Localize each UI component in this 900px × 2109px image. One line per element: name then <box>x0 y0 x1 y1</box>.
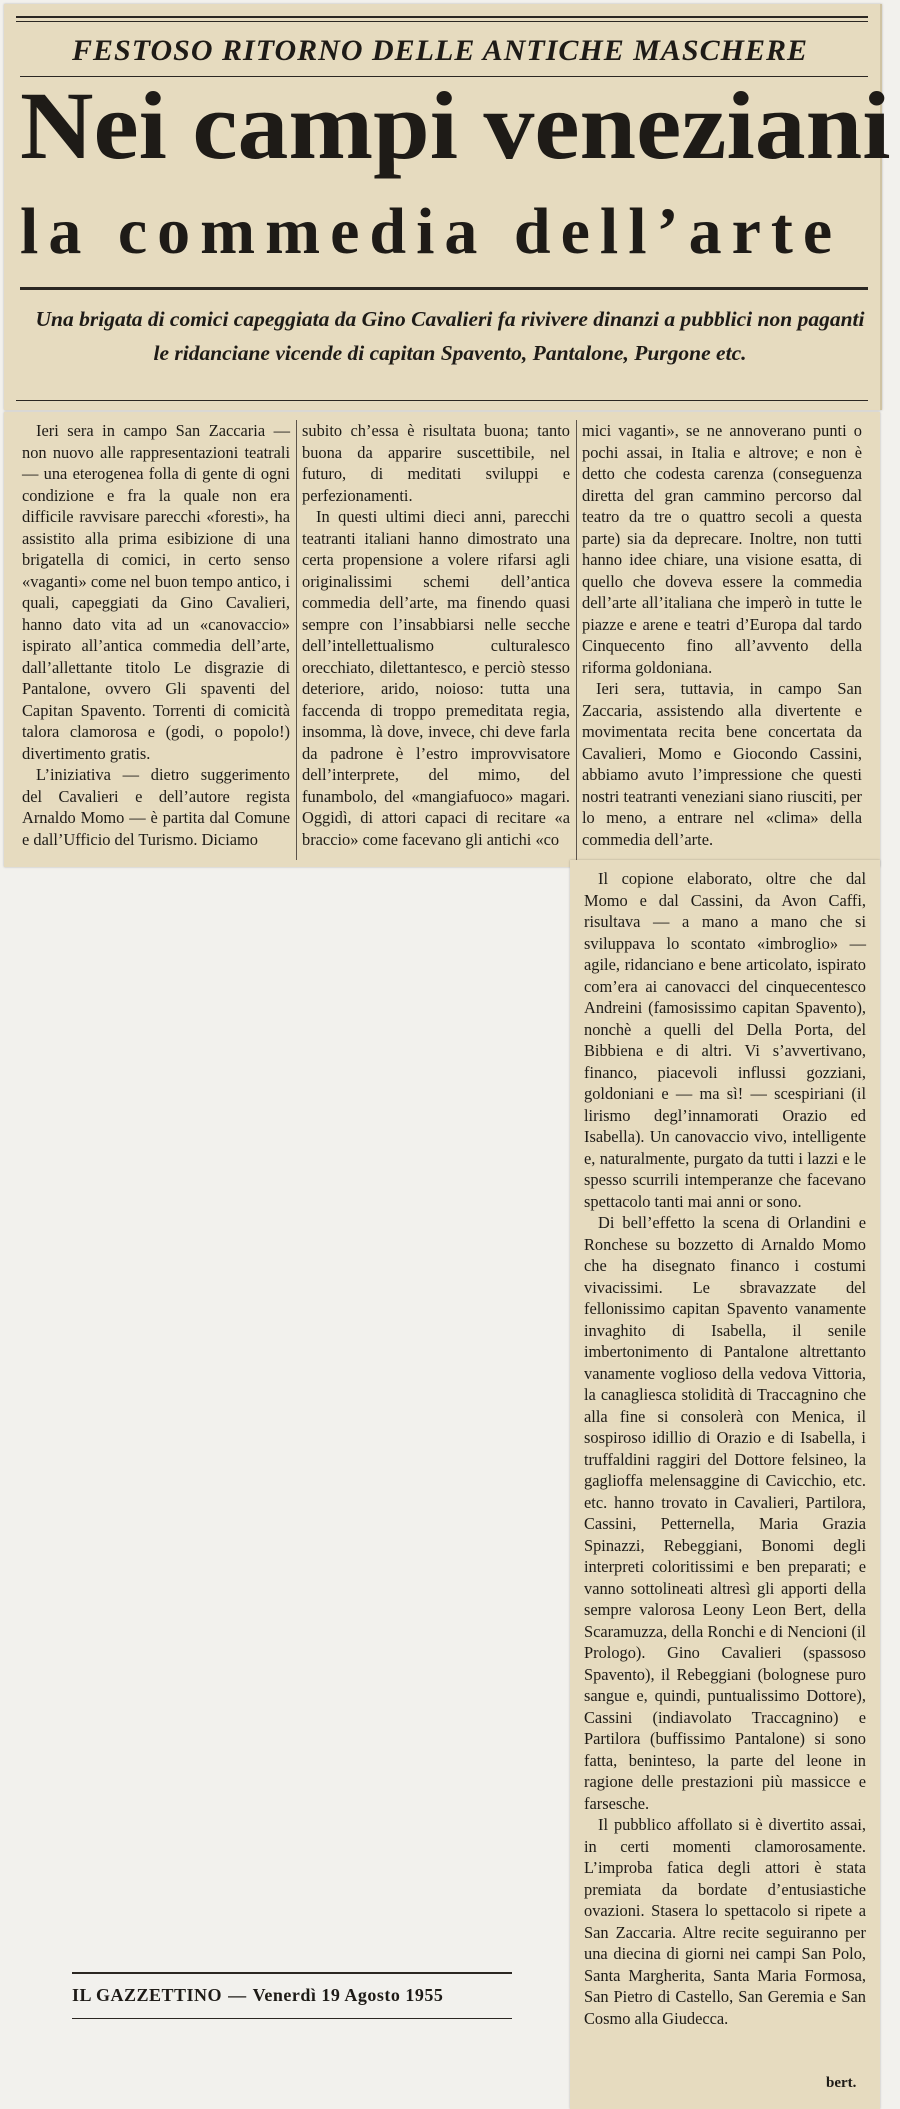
col1-paragraph: L’iniziativa — dietro suggerimento del Cavalieri e dell’autore regista Arnaldo Momo — è partita dal Comune e dall’Ufficio del Turismo. Diciamo <box>22 765 290 849</box>
article-column-1 <box>22 420 290 850</box>
col4-paragraph: Di bell’effetto la scena di Orlandini e Ronchese su bozzetto di Arnaldo Momo che ha disegnato financo i costumi vivacissimi. Le sbravazzate del fellonissimo capitan Spavento vanamente invaghito di Isabella, il senile imbertonimento di Pantalone altrettanto vanamente voglioso della vedova Vittoria, la canagliesca stolidità di Traccagnino che alla fine si consolerà con Menica, il sospiroso idillio di Orazio e di Isabella, i truffaldini raggiri del Dottore felsineo, la gaglioffa melensaggine di Cavicchio, etc. etc. hanno trovato in Cavalieri, Partilora, Cassini, Petternella, Maria Grazia Spinazzi, Rebeggiani, Bonomi degli interpreti coloritissimi e ben preparati; e vanno sottolineati altresì gli apporti della sempre valorosa Leony Leon Bert, della Scaramuzza, della Ronchi e di Nencioni (il Prologo). Gino Cavalieri (spassoso Spavento), il Rebeggiani (bolognese puro sangue e, quindi, puntualissimo Dottore), Cassini (indiavolato Traccagnino) e Partilora (buffissimo Pantalone) si sono fatta, beninteso, la parte del leone in ragione delle prestazioni più massicce e farsesche. <box>584 1213 866 1813</box>
article-column-4 <box>584 868 866 2029</box>
headline-rule <box>20 287 868 290</box>
column-separator <box>296 420 297 860</box>
col3-paragraph: mici vaganti», se ne annoverano punti o pochi assai, in Italia e altrove; e non è detto che codesta carenza (conseguenza diretta del gran cammino percorso dal teatro da tre o quattro secoli a questa parte) sia da deprecare. Inoltre, non tutti hanno idee chiare, una visione esatta, di quello che doveva essere la commedia dell’arte all’italiana che imperò in tutte le piazze e arene e teatri d’Europa dal tardo Cinquecento fino all’avvento della riforma goldoniana. <box>582 421 862 677</box>
top-rule <box>16 16 868 18</box>
col1-paragraph: Ieri sera in campo San Zaccaria — non nuovo alle rappresentazioni teatrali — una eterogenea folla di gente di ogni condizione e fra la quale non era difficile ravvisare parecchi «foresti», ha assistito alla prima esibizione di una brigatella di comici, in certo senso «vaganti» come nel buon tempo antico, i quali, capeggiati da Gino Cavalieri, hanno dato vita ad un «canovaccio» ispirato all’antica commedia dell’arte, dall’allettante titolo Le disgrazie di Pantalone, ovvero Gli spaventi del Capitan Spavento. Torrenti di comicità talora clamorosa e (godi, o popolo!) divertimento gratis. <box>22 421 290 763</box>
newspaper-masthead <box>72 1975 512 2015</box>
column-separator <box>576 420 577 860</box>
article-column-2 <box>302 420 570 850</box>
col4-paragraph: Il copione elaborato, oltre che dal Momo e dal Cassini, da Avon Caffi, risultava — a mano a mano che si sviluppava lo scontato «imbroglio» — agile, ridanciano e bene articolato, ispirato com’era ai canovacci del cinquecentesco Andreini (famosissimo capitan Spavento), nonchè a quelli del Della Porta, del Bibbiena e di altri. Vi s’avvertivano, financo, piacevoli influssi gozziani, goldoniani e — ma sì! — scespiriani (il lirismo degl’innamorati Orazio ed Isabella). Un canovaccio vivo, intelligente e, naturalmente, purgato da tutti i lazzi e le spesso scurrili intemperanze che facevano spettacolo tanti mai anni or sono. <box>584 869 866 1211</box>
top-rule-thin <box>16 21 868 22</box>
masthead-rule-bottom <box>72 2018 512 2019</box>
subheadline: Una brigata di comici capeggiata da Gino Cavalieri fa rivivere dinanzi a pubblici non paganti le ridanciane vicende di capitan Spavento, Pantalone, Purgone etc. <box>35 307 865 365</box>
issue-date: Venerdì 19 Agosto 1955 <box>252 1984 444 2005</box>
bottom-rule <box>16 400 868 401</box>
col4-paragraph: Il pubblico affollato si è divertito assai, in certi momenti clamorosamente. L’improba fatica degli attori è stata premiata da bordate d’entusiastiche ovazioni. Stasera lo spettacolo si ripete a San Zaccaria. Altre recite seguiranno per una diecina di giorni nei campi San Polo, Santa Margherita, Santa Maria Formosa, San Pietro di Castello, San Geremia e San Cosmo alla Giudecca. <box>584 1815 866 2028</box>
author-signoff: bert. <box>826 2075 857 2091</box>
article-column-3 <box>582 420 862 850</box>
col2-paragraph: In questi ultimi dieci anni, parecchi teatranti italiani hanno dimostrato una certa propensione a volere rifarsi agli originalissimi schemi dell’antica commedia dell’arte, ma finendo quasi sempre con l’insabbiarsi nelle secche dell’intellettualismo culturalesco orecchiato, dilettantesco, e perciò stesso deteriore, arido, noioso: tutta una faccenda di troppo premeditata regia, insomma, là dove, invece, chi deve farla da padrone è l’estro improvvisatore dell’interprete, del mimo, del funambolo, del «mangiafuoco» magari. Oggidì, di attori capaci di recitare «a braccio» come facevano gli antichi «co <box>302 507 570 849</box>
headline-clipping <box>4 4 891 410</box>
masthead-dash: — <box>228 1984 247 2005</box>
headline-line2: la commedia dell’arte <box>20 195 843 268</box>
col3-paragraph: Ieri sera, tuttavia, in campo San Zaccaria, assistendo alla divertente e movimentata recita bene concertata da Cavalieri, Momo e Giocondo Cassini, abbiamo avuto l’impressione che questi nostri teatranti veneziani siano riusciti, per lo meno, a entrare nel «clima» della commedia dell’arte. <box>582 679 862 849</box>
col2-paragraph: subito ch’essa è risultata buona; tanto buona da apparire suscettibile, nel futuro, di meditati sviluppi e perfezionamenti. <box>302 421 570 505</box>
newspaper-name: IL GAZZETTINO <box>72 1984 223 2005</box>
headline-line1: Nei campi veneziani <box>20 72 891 179</box>
masthead-rule-top <box>72 1972 512 1974</box>
kicker: FESTOSO RITORNO DELLE ANTICHE MASCHERE <box>72 34 808 67</box>
